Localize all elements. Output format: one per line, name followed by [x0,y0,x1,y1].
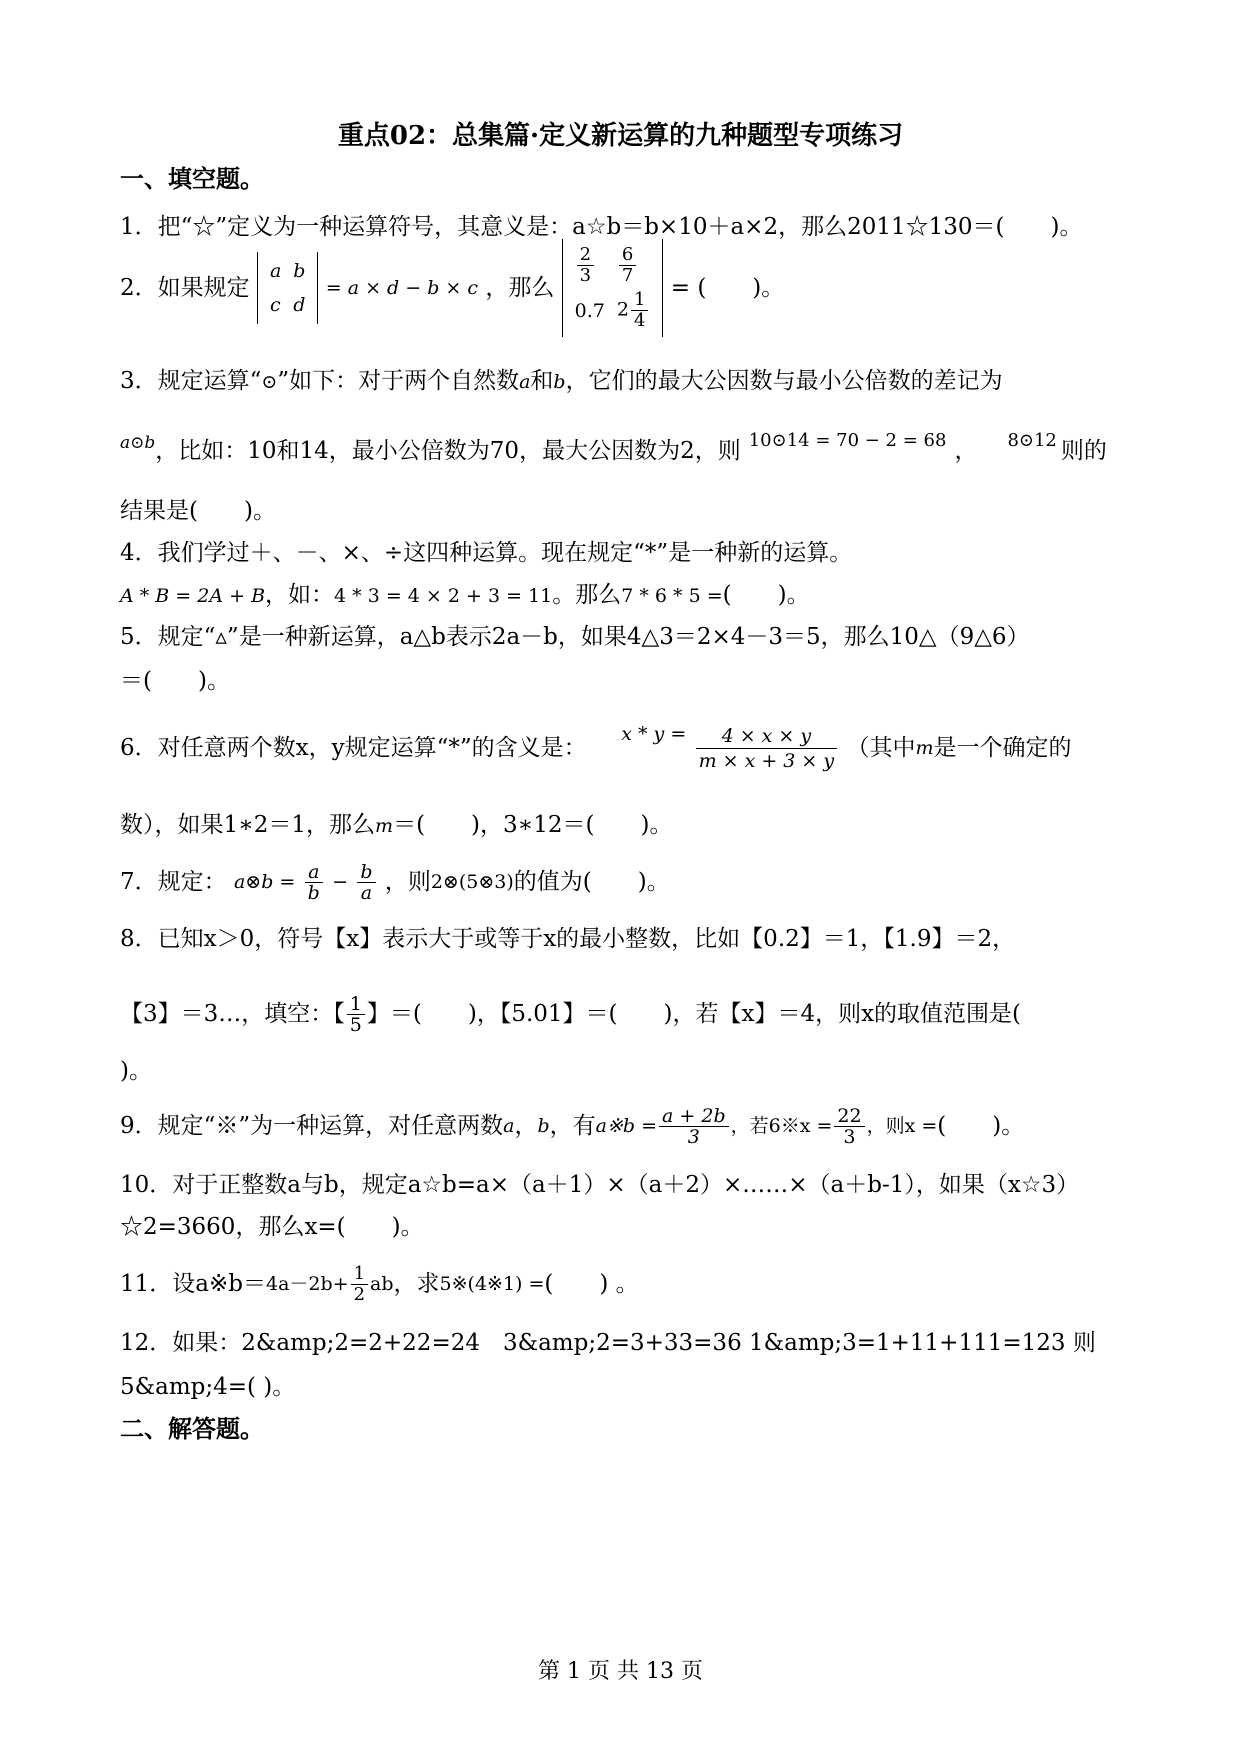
frac-numerator: 22 [834,1106,864,1127]
text: ，则 [384,869,431,895]
question-12-line-2: 5&amp;4=( )。 [120,1374,296,1400]
mixed-whole: 2 [616,298,629,321]
question-5-line-1: 5．规定“▵”是一种新运算，a△b表示2a－b，如果4△3＝2×4－3＝5，那么10△（9△6） [120,624,1030,650]
reference-mark-lhs: a※b = [595,1115,658,1137]
frac-denominator: m × x + 3 × y [698,749,835,772]
var-a: a [519,371,531,393]
text: ”如下：对于两个自然数 [277,368,520,394]
frac-numerator: 4 × x × y [696,724,838,749]
frac-numerator: b [357,862,375,883]
odot-operator: ⊙ [261,371,278,393]
star-example: 4 * 3 = 4 × 2 + 3 = 11 [334,585,553,607]
star-fraction [696,724,838,773]
question-3-line-1 [120,366,1121,397]
determinant-definition [257,252,319,324]
var-m: m [915,737,934,759]
fraction-a-over-b [305,862,323,903]
section-fill-in-blank: 一、填空题。 [120,164,264,193]
text: 11．设a※b＝ [120,1271,266,1297]
text: ，它们的最大公因数与最小公倍数的差记为 [565,368,1003,394]
question-10-line-2: ☆2=3660，那么x=( )。 [120,1214,424,1240]
question-3-line-3: 结果是( )。 [120,498,276,524]
question-2-prefix: 2．如果规定 [120,275,250,301]
question-8-line-2 [120,986,1121,1042]
expression-part-1: 4a－2b+ [265,1273,349,1295]
odot-expression: a⊙b [120,433,156,453]
question-5-line-2: ＝( )。 [120,668,230,694]
frac-numerator: 1 [347,994,365,1015]
text: 7．规定： [120,869,227,895]
section-solve: 二、解答题。 [120,1414,264,1443]
question-6-line-1 [120,708,1121,788]
frac-numerator: a + 2b [659,1106,729,1127]
question-11 [120,1256,1121,1312]
page-title: 重点02：总集篇·定义新运算的九种题型专项练习 [337,121,904,151]
minus-sign: − [332,871,349,893]
var-b: b [537,1115,550,1137]
det-example-c: 0.7 [574,299,605,322]
text: ，若6※x = [730,1115,833,1137]
frac-denominator: 7 [621,265,634,286]
star-question: 7 * 6 * 5 = [621,585,723,607]
question-2-suffix: = ( )。 [670,275,785,301]
frac-numerator: 6 [619,245,636,266]
text: 的值为( )。 [513,869,670,895]
text: 则的 [1060,438,1107,464]
question-1: 1．把“☆”定义为一种运算符号，其意义是：a☆b＝b×10＋a×2，那么2011☆130＝( )。 [120,214,1083,240]
odot-example: 10⊙14 = 70 − 2 = 68 [748,430,947,451]
text: ，有 [549,1113,596,1139]
reference-mark-question: 5※(4※1) = [439,1273,545,1295]
text: ，求 [393,1271,440,1297]
text: ( )。 [937,1113,1025,1139]
var-b: b [553,371,566,393]
otimes-question: 2⊗(5⊗3) [430,871,514,893]
text: ，比如：10和14，最小公倍数为70，最大公因数为2，则 [155,438,741,464]
question-7 [120,852,1121,912]
text: 和 [530,368,554,394]
question-8-line-1: 8．已知x＞0，符号【x】表示大于或等于x的最小整数，比如【0.2】＝1，【1.9】＝2， [120,926,1016,952]
text: 数），如果1∗2＝1，那么 [120,812,376,838]
question-2 [120,236,1121,340]
question-10-line-1: 10．对于正整数a与b，规定a☆b=a×（a＋1）×（a＋2）×……×（a＋b-1），如果（x☆3） [120,1172,1080,1198]
text: ， [514,1113,538,1139]
frac-denominator: 3 [579,265,592,286]
det-a: a [269,260,282,282]
question-4-line-2 [120,580,1121,611]
text: 3．规定运算“ [120,368,262,394]
det-c: c [269,294,281,316]
text: ，则x = [866,1115,938,1137]
frac-numerator: 2 [577,245,594,266]
frac-denominator: b [307,881,320,904]
fraction-b-over-a [357,862,375,903]
var-m: m [375,815,394,837]
page-footer: 第 1 页 共 13 页 [538,1659,703,1684]
text: ( ) 。 [544,1271,639,1297]
frac-numerator: 1 [351,1264,368,1285]
frac-denominator: 4 [633,310,646,331]
frac-numerator: 1 [631,290,648,311]
text: ＝( )，3∗12＝( )。 [393,812,673,838]
text: 是一个确定的 [933,735,1072,761]
text: （其中 [846,735,916,761]
var-a: a [503,1115,515,1137]
otimes-lhs: a⊗b = [233,871,296,893]
frac-denominator: 2 [353,1283,366,1305]
question-9 [120,1098,1121,1154]
question-6-line-2 [120,810,1121,841]
det-d: d [293,294,306,316]
expression-part-2: ab [370,1273,394,1295]
determinant-formula: = a × d − b × c [325,277,479,299]
determinant-example [562,239,664,337]
fraction-22-over-3 [834,1106,864,1147]
frac-denominator: 5 [349,1013,362,1036]
frac-denominator: 3 [687,1125,700,1148]
fraction-one-half [351,1264,368,1305]
star-definition: A * B = 2A + B [120,585,266,607]
question-12-line-1: 12．如果：2&amp;2=2+22=24 3&amp;2=3+33=36 1&amp;3=1+11+111=123 则 [120,1330,1096,1356]
text: 6．对任意两个数x，y规定运算“*”的含义是： [120,735,587,761]
fraction-one-fifth [347,994,365,1035]
question-8-line-3: )。 [120,1058,152,1084]
text: 】＝( )，【5.01】＝( )，若【x】＝4，则x的取值范围是( [366,1001,1022,1027]
text: ， [954,438,978,464]
question-4-line-1: 4．我们学过＋、－、×、÷这四种运算。现在规定“*”是一种新的运算。 [120,540,853,566]
text: 【3】＝3…，填空：【 [120,1001,345,1027]
frac-denominator: a [360,881,373,904]
text: 。那么 [552,582,622,608]
frac-numerator: a [305,862,323,883]
text: 9．规定“※”为一种运算，对任意两数 [120,1113,504,1139]
odot-question: 8⊙12 [1007,430,1057,451]
frac-denominator: 3 [843,1125,856,1148]
text: ( )。 [722,582,810,608]
text: ，如： [265,582,335,608]
question-2-middle: ，那么 [485,275,555,301]
fraction-a-plus-2b-over-3 [659,1106,729,1147]
det-b: b [293,260,306,282]
question-3-line-2 [120,430,1121,468]
star-lhs: x * y = [621,723,687,745]
